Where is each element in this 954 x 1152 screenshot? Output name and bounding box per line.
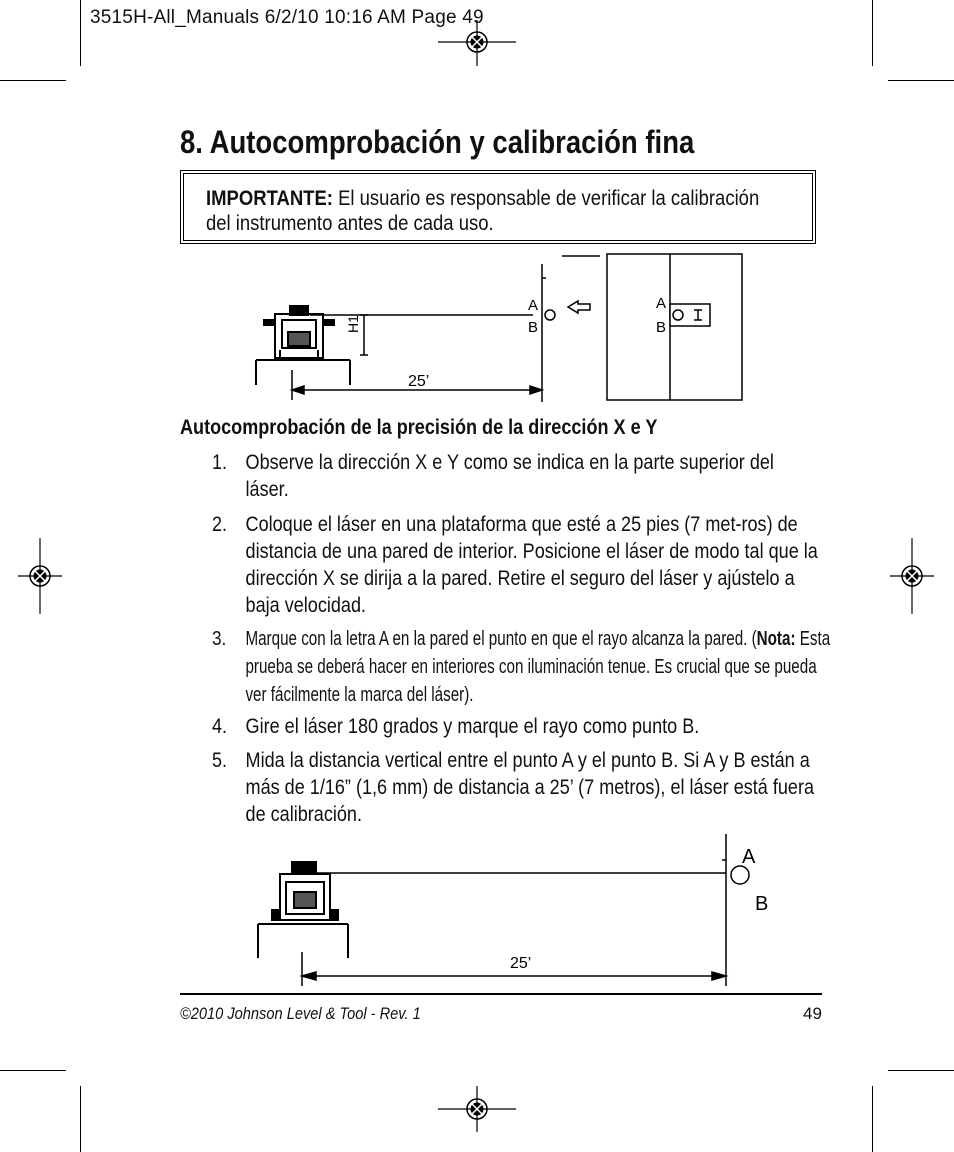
step-text: Coloque el láser en una plataforma que esté a 25 pies (7 met-ros) de distancia de una pared de interior. Posicione el láser de modo tal que la dirección X se dirija a la pared. Retire el seguro del láser y ajústelo a baja velocidad. — [245, 513, 818, 617]
list-item — [212, 449, 814, 503]
step-number: 4. — [212, 715, 228, 738]
step-text: Mida la distancia vertical entre el punto A y el punto B. Si A y B están a más de 1/16” (1,6 mm) de distancia a 25’ (7 metros), el láser está fuera de calibración. — [245, 749, 815, 826]
step-number: 1. — [212, 451, 228, 474]
registration-target-icon — [18, 538, 62, 614]
rotary-laser-icon — [264, 306, 334, 358]
point-a-label: A — [528, 297, 539, 314]
calibration-diagram-top — [250, 250, 750, 410]
step-number: 2. — [212, 513, 228, 536]
wall-point-b-label: B — [656, 319, 667, 336]
step-text: Gire el láser 180 grados y marque el rayo como punto B. — [245, 715, 700, 738]
page-number: 49 — [803, 1004, 822, 1023]
registration-target-icon — [438, 20, 516, 66]
wall-line — [722, 834, 726, 986]
page-title: 8. Autocomprobación y calibración fina — [180, 124, 695, 160]
point-b-label: B — [528, 319, 539, 336]
copyright: ©2010 Johnson Level & Tool - Rev. 1 — [180, 1004, 421, 1023]
arrow-left-icon — [568, 301, 590, 313]
wall-point-a-label: A — [656, 295, 667, 312]
height-marker — [360, 315, 368, 355]
distance-label: 25’ — [510, 955, 532, 972]
notice-text — [206, 186, 769, 236]
wall-detail — [562, 254, 742, 400]
platform — [256, 360, 350, 385]
footer-rule — [180, 993, 822, 995]
rotary-laser-icon — [272, 862, 338, 920]
wall-line — [542, 264, 546, 402]
point-b-label: B — [755, 893, 769, 915]
laser-dot — [545, 310, 555, 320]
point-a-label: A — [742, 846, 756, 868]
calibration-diagram-bottom — [250, 830, 790, 990]
important-notice — [180, 170, 816, 244]
list-item — [212, 713, 814, 740]
step-number: 5. — [212, 749, 228, 772]
height-label: H1 — [345, 315, 361, 333]
note-label: Nota: — [756, 628, 796, 650]
list-item — [212, 625, 831, 709]
step-text: Marque con la letra A en la pared el punto en que el rayo alcanza la pared. (Nota: Esta prueba se deberá hacer en interiores con iluminación tenue. Es crucial que se pueda ver fácilmente la marca del láser). — [245, 628, 831, 706]
section-subheading: Autocomprobación de la precisión de la dirección X e Y — [180, 416, 658, 439]
notice-label: IMPORTANTE: — [206, 187, 333, 210]
step-number: 3. — [212, 628, 227, 650]
list-item — [212, 747, 814, 828]
list-item — [212, 511, 818, 619]
step-text: Observe la dirección X e Y como se indica en la parte superior del láser. — [245, 451, 774, 501]
registration-target-icon — [890, 538, 934, 614]
laser-dot — [731, 866, 749, 884]
print-slug: 3515H-All_Manuals 6/2/10 10:16 AM Page 49 — [90, 7, 484, 28]
platform — [258, 924, 348, 958]
notice-body: El usuario es responsable de verificar la calibración del instrumento antes de cada uso. — [206, 187, 760, 235]
registration-target-icon — [438, 1086, 516, 1132]
distance-label: 25’ — [408, 373, 430, 390]
